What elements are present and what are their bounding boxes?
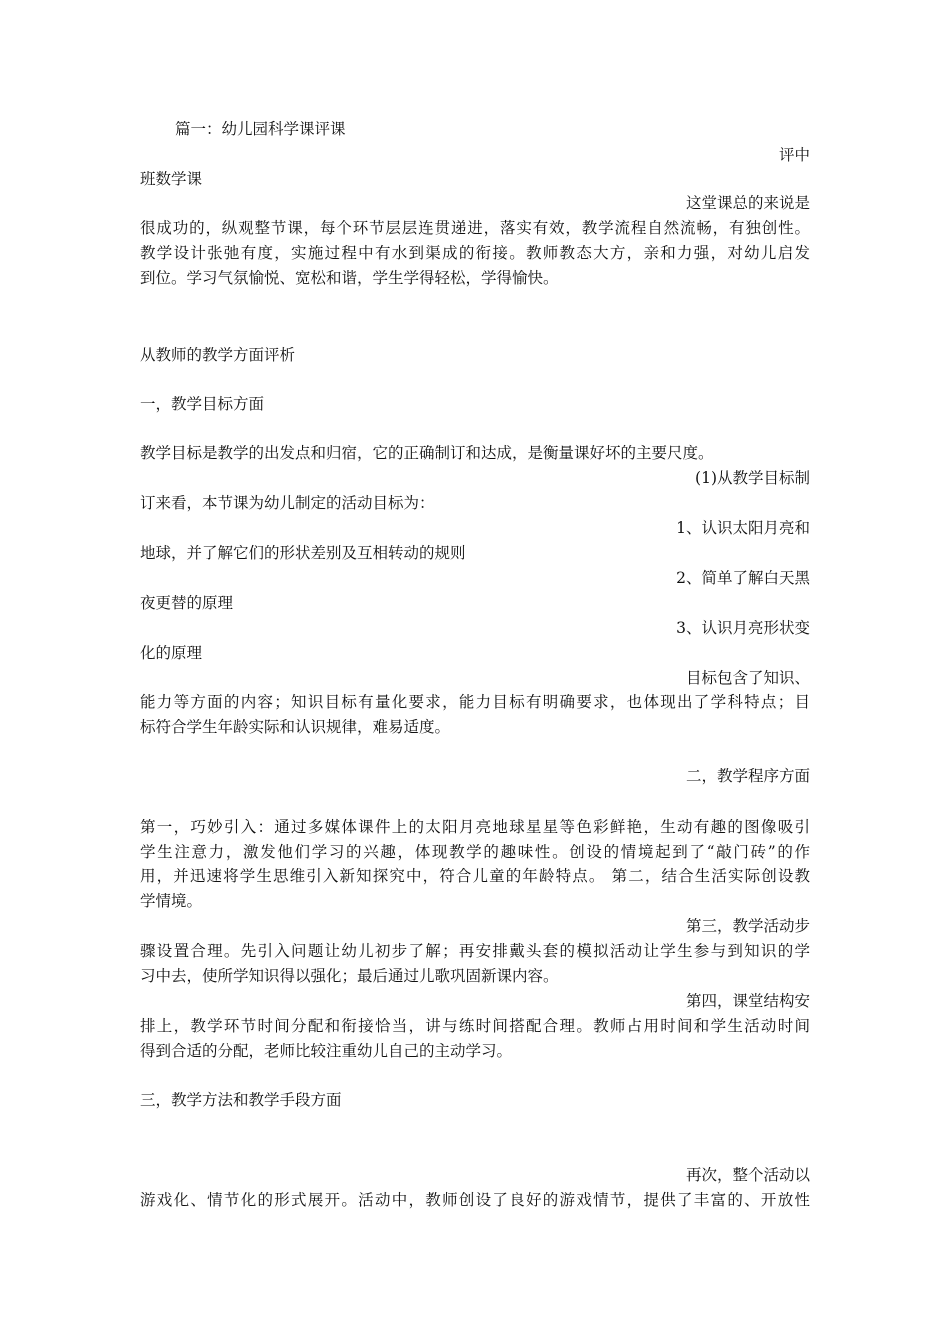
text-line: 习中去，使所学知识得以强化；最后通过儿歌巩固新课内容。 (140, 967, 559, 985)
text-line: 班数学课 (140, 170, 203, 188)
text-line: 1、认识太阳月亮和 (676, 519, 810, 537)
text-line: 用，并迅速将学生思维引入新知探究中，符合儿童的年龄特点。 第二，结合生活实际创设教 (140, 867, 810, 885)
text-line: 订来看，本节课为幼儿制定的活动目标为： (140, 494, 435, 512)
section-heading: 二，教学程序方面 (685, 767, 810, 785)
text-line: 第四，课堂结构安 (685, 992, 810, 1010)
text-line: 2、简单了解白天黑 (676, 569, 810, 587)
text-line: (1)从教学目标制 (695, 469, 810, 487)
text-line: 排上，教学环节时间分配和衔接恰当，讲与练时间搭配合理。教师占用时间和学生活动时间 (140, 1017, 810, 1035)
text-line: 很成功的，纵观整节课，每个环节层层连贯递进，落实有效，教学流程自然流畅，有独创性。 (140, 219, 810, 237)
text-line: 得到合适的分配，老师比较注重幼儿自己的主动学习。 (140, 1042, 513, 1060)
text-line: 第一，巧妙引入：通过多媒体课件上的太阳月亮地球星星等色彩鲜艳，生动有趣的图像吸引 (140, 818, 810, 836)
text-line: 评中 (778, 146, 810, 164)
text-line: 学生注意力，激发他们学习的兴趣，体现教学的趣味性。创设的情境起到了“敲门砖”的作 (140, 843, 810, 861)
text-line: 这堂课总的来说是 (685, 194, 810, 212)
section-heading: 三，教学方法和教学手段方面 (140, 1091, 342, 1109)
text-line: 教学目标是教学的出发点和归宿，它的正确制订和达成，是衡量课好坏的主要尺度。 (140, 444, 714, 462)
text-line: 能力等方面的内容；知识目标有量化要求，能力目标有明确要求，也体现出了学科特点；目 (140, 693, 810, 711)
text-line: 3、认识月亮形状变 (676, 619, 810, 637)
text-line: 地球，并了解它们的形状差别及互相转动的规则 (140, 544, 466, 562)
text-line: 化的原理 (140, 644, 203, 662)
text-line: 目标包含了知识、 (685, 669, 810, 687)
text-line: 学情境。 (140, 892, 203, 910)
text-line: 游戏化、情节化的形式展开。活动中，教师创设了良好的游戏情节，提供了丰富的、开放性 (140, 1191, 810, 1209)
text-line: 到位。学习气氛愉悦、宽松和谐，学生学得轻松，学得愉快。 (140, 269, 559, 287)
text-line: 夜更替的原理 (140, 594, 234, 612)
section-heading: 一，教学目标方面 (140, 395, 265, 413)
text-line: 标符合学生年龄实际和认识规律，难易适度。 (140, 718, 451, 736)
text-line: 教学设计张弛有度，实施过程中有水到渠成的衔接。教师教态大方，亲和力强，对幼儿启发 (140, 244, 810, 262)
text-line: 骤设置合理。先引入问题让幼儿初步了解；再安排戴头套的模拟活动让学生参与到知识的学 (140, 942, 810, 960)
text-line: 第三，教学活动步 (685, 917, 810, 935)
section-heading: 从教师的教学方面评析 (140, 346, 296, 364)
document-title: 篇一：幼儿园科学课评课 (175, 120, 346, 138)
text-line: 再次，整个活动以 (685, 1166, 810, 1184)
